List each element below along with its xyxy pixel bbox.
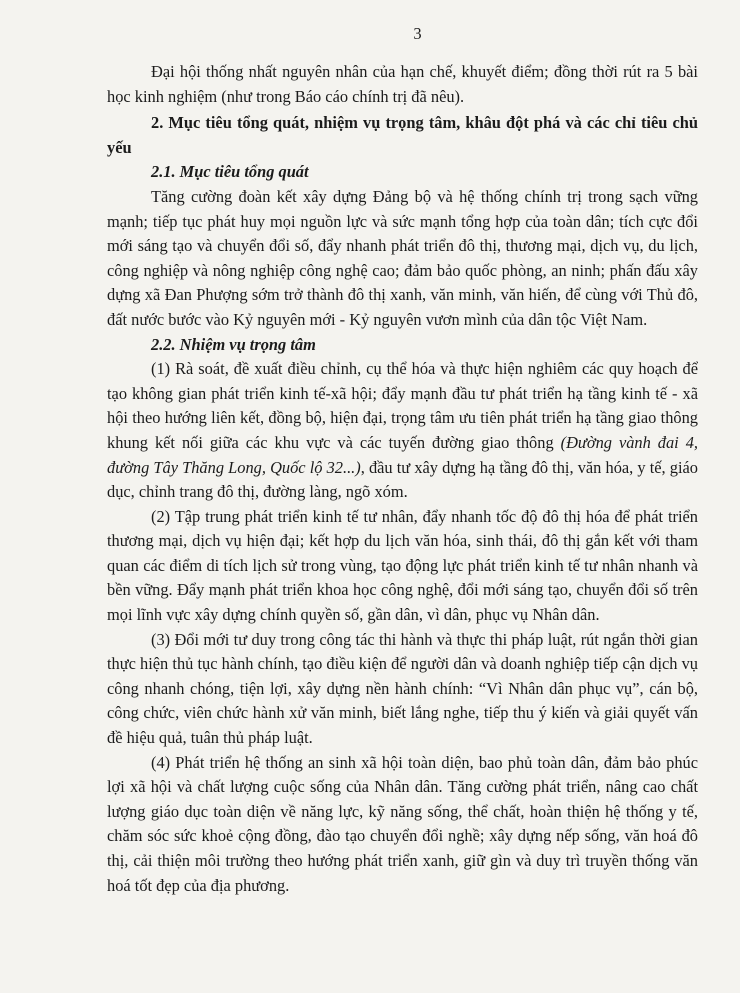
task-1-text-start: (1) Rà soát, đề xuất điều chỉnh, cụ thể hóa và thực hiện nghiêm các quy hoạch để tạo không gian phát triển kinh tế-xã hội; đẩy mạnh đầu tư phát triển hạ tầng kinh tế - xã hội theo hướng liên kết, đồng bộ, hiện đại, trọng tâm ưu tiên phát triển hạ tầng giao thông khung kết nối giữa các khu vực và các tuyến đường giao thông [107,359,698,452]
section-2-heading: 2. Mục tiêu tổng quát, nhiệm vụ trọng tâm, khâu đột phá và các chỉ tiêu chủ yếu [107,113,698,157]
task-4-paragraph: (4) Phát triển hệ thống an sinh xã hội toàn diện, bao phủ toàn dân, đảm bảo phúc lợi xã hội và chất lượng cuộc sống của Nhân dân. Tăng cường phát triển, nâng cao chất lượng giáo dục toàn diện về năng lực, kỹ năng sống, thể chất, hoàn thiện hệ thống y tế, chăm sóc sức khoẻ cộng đồng, đào tạo chuyển đổi nghề; xây dựng nếp sống, văn hoá đô thị, cải thiện môi trường theo hướng phát triển xanh, giữ gìn và duy trì truyền thống văn hoá tốt đẹp của địa phương. [107,752,698,895]
task-3-paragraph: (3) Đổi mới tư duy trong công tác thi hành và thực thi pháp luật, rút ngắn thời gian thực hiện thủ tục hành chính, tạo điều kiện để người dân và doanh nghiệp tiếp cận dịch vụ công nhanh chóng, tiện lợi, xây dựng nền hành chính: “Vì Nhân dân phục vụ”, cán bộ, công chức, viên chức hành xử văn minh, biết lắng nghe, tiếp thu ý kiến và giải quyết vấn đề hiệu quả, tuân thủ pháp luật. [107,629,698,748]
task-1-roads-list: (Đường vành đai 4, đường Tây Thăng Long, Quốc lộ 32...) [107,432,699,477]
section-2-1-body: Tăng cường đoàn kết xây dựng Đảng bộ và hệ thống chính trị trong sạch vững mạnh; tiếp tục phát huy mọi nguồn lực và sức mạnh tổng hợp của toàn dân; tích cực đổi mới sáng tạo và chuyển đổi số, đẩy nhanh phát triển đô thị, thương mại, dịch vụ, du lịch, công nghiệp và nông nghiệp công nghệ cao; đảm bảo quốc phòng, an ninh; phấn đấu xây dựng xã Đan Phượng sớm trở thành đô thị xanh, văn minh, văn hiến, để cùng với Thủ đô, đất nước bước vào Kỷ nguyên mới - Kỷ nguyên vươn mình của dân tộc Việt Nam. [107,186,698,329]
task-2-paragraph: (2) Tập trung phát triển kinh tế tư nhân, đẩy nhanh tốc độ đô thị hóa để phát triển thương mại, dịch vụ hiện đại; kết hợp du lịch văn hóa, sinh thái, đô thị gắn kết với tham quan các điểm di tích lịch sử trong vùng, tạo động lực phát triển kinh tế tư nhân nhanh và bền vững. Đẩy mạnh phát triển khoa học công nghệ, đổi mới sáng tạo, chuyển đổi số trên mọi lĩnh vực xây dựng chính quyền số, gần dân, vì dân, phục vụ Nhân dân. [107,506,698,625]
page-number: 3 [413,24,422,43]
section-2-2-heading: 2.2. Nhiệm vụ trọng tâm [151,334,316,354]
task-1-paragraph [107,357,698,505]
intro-paragraph: Đại hội thống nhất nguyên nhân của hạn chế, khuyết điểm; đồng thời rút ra 5 bài học kinh nghiệm (như trong Báo cáo chính trị đã nêu). [107,62,698,106]
task-1-text-end: , đầu tư xây dựng hạ tầng đô thị, văn hóa, y tế, giáo dục, chỉnh trang đô thị, đường làng, ngõ xóm. [107,457,698,502]
section-2-1-heading: 2.1. Mục tiêu tổng quát [151,162,309,182]
